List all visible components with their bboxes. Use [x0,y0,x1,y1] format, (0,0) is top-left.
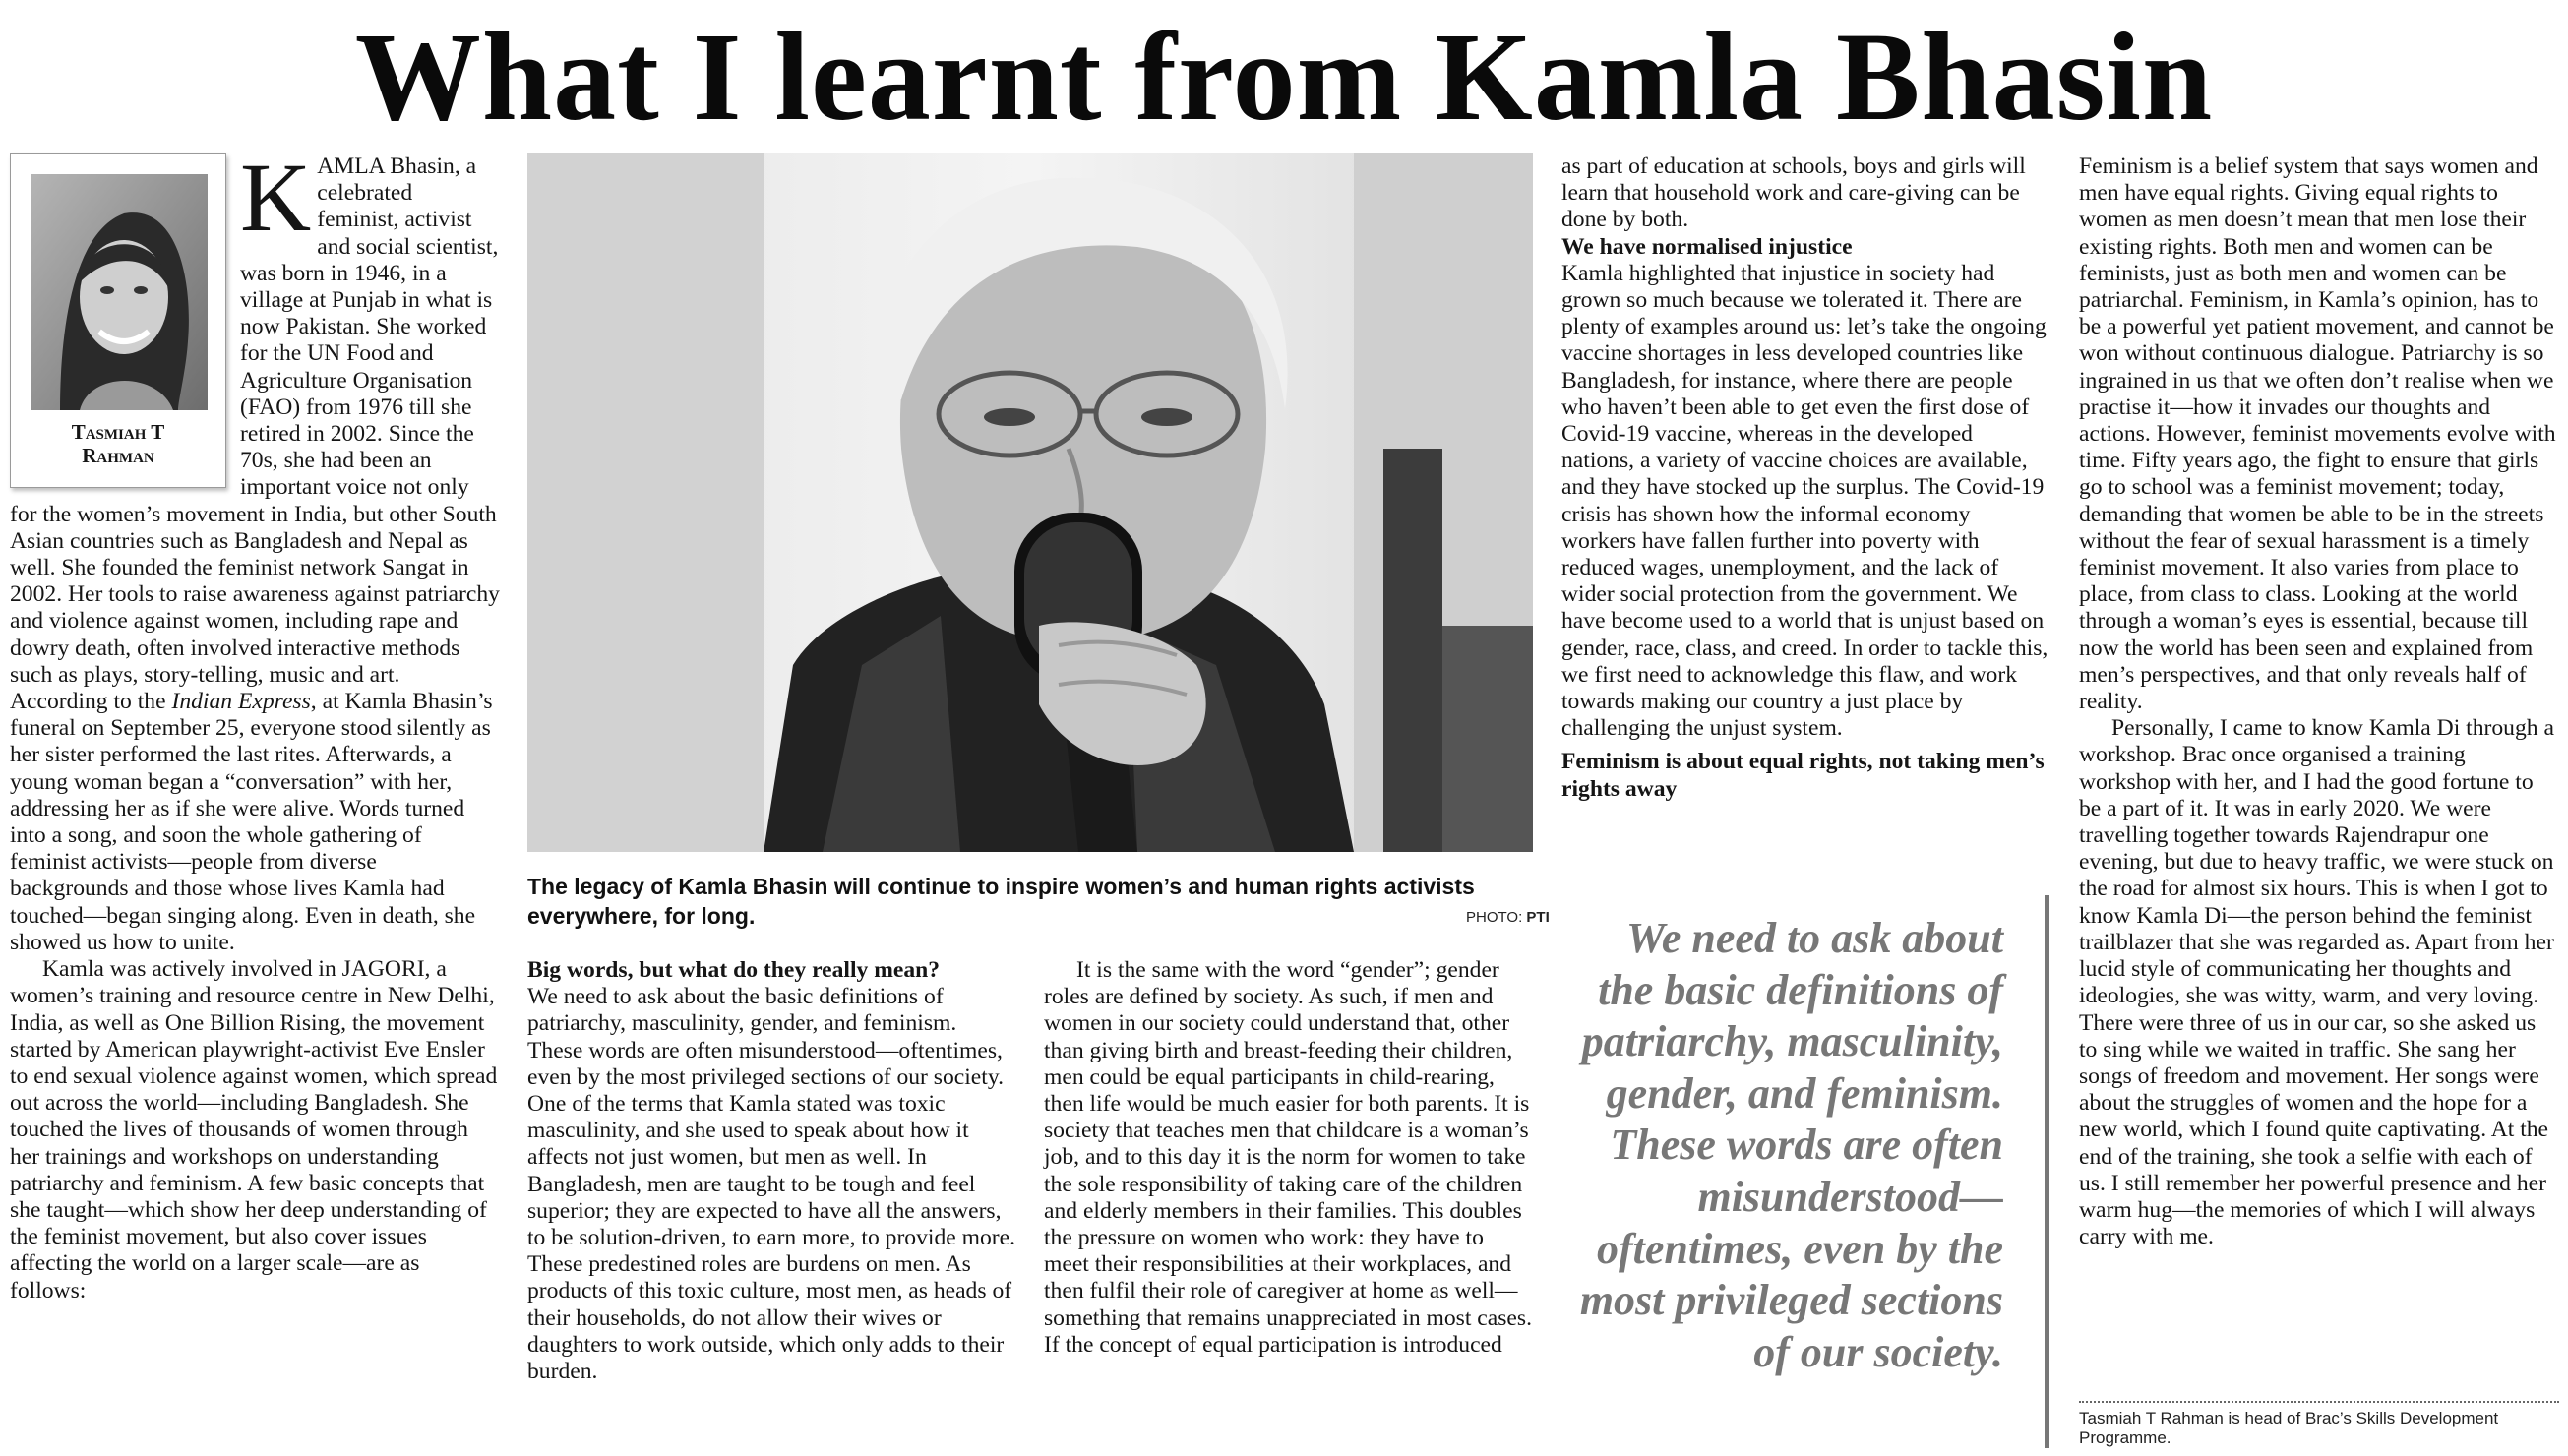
col4-paragraph-1: Kamla highlighted that injustice in society had grown so much because we tolerated it. There are plenty of examples around us: let’s take the ongoing vaccine shortages in less developed countries like Bangladesh, for instance, where there are people who haven’t been able to get even the first dose of Covid-19 vaccine, whereas in the developed nations, a variety of vaccine choices are available, and they have stocked up the surplus. The Covid-19 crisis has shown how the informal economy workers have fallen further into poverty with reduced wages, unemployment, and the lack of wider social protection from the government. We have become used to a world that is unjust based on gender, race, class, and creed. In order to tackle this, we first need to acknowledge this flaw, and work towards making our country a just place by challenging the unjust system. [1561,260,2048,742]
column-1 [10,143,500,1304]
col2-paragraph-1: We need to ask about the basic definitions of patriarchy, masculinity, gender, and feminism. These words are often misunderstood—oftentimes, even by the most privileged sections of our society. One of the terms that Kamla stated was toxic masculinity, and she used to speak about how it affects not just women, but men as well. In Bangladesh, men are taught to be tough and feel superior; they are expected to have all the answers, to be solution-driven, to earn more, to provide more. These predestined roles are burdens on men. As products of this toxic culture, most men, as heads of their households, do not allow their wives or daughters to work outside, which only adds to their burden. [527,984,1015,1385]
author-portrait-icon [31,174,208,410]
col1-paragraph-2: Kamla was actively involved in JAGORI, a women’s training and resource centre in New Delhi, India, as well as One Billion Rising, the movement started by American playwright-activist Eve Ensler to end sexual violence against women, which spread out across the world—including Bangladesh. She touched the lives of thousands of women through her trainings and workshops on understanding patriarchy and feminism. A few basic concepts that she taught—which show her deep understanding of the feminist movement, but also cover issues affecting the world on a larger scale—are as follows: [10,956,498,1304]
subhead-normalised-injustice: We have normalised injustice [1561,233,1853,260]
column-5 [2079,153,2559,1250]
kamla-bhasin-photo-icon [527,153,1533,852]
col1-p1-italic: Indian Express [171,689,311,715]
col1-p1-a: AMLA Bhasin, a celebrated feminist, activist and social scientist, was born in 1946, in a village at Punjab in what is now Pakistan. She worked for the UN Food and Agriculture Organisation (FAO) from 1976 till she retired in 2002. Since the 70s, she had been an important voice not only for the women’s movement in India, but other South Asian countries such as Bangladesh and Nepal as well. She founded the feminist network Sangat in 2002. Her tools to raise awareness against patriarchy and violence against women, including rape and dowry death, often involved interactive methods such as plays, story-telling, music and art. According to the [10,153,500,715]
photo-credit-source: PTI [1526,909,1550,926]
col3-paragraph-1: It is the same with the word “gender”; gender roles are defined by society. As such, if men and women in our society could understand that, other than giving birth and breast-feeding their children, men could be equal participants in child-rearing, then life would be much easier for both parents. It is society that teaches men that childcare is a woman’s job, and to this day it is the norm for women to take the sole responsibility of taking care of the children and elderly members in their families. This doubles the pressure on women who work: they have to meet their responsibilities at their workplaces, and then fulfil their role of caregiver at home as well—something that remains unappreciated in most cases. If the concept of equal participation is introduced [1044,957,1532,1358]
col5-paragraph-1: Feminism is a belief system that says women and men have equal rights. Giving equal rights to women as men doesn’t mean that men lose their existing rights. Both men and women can be feminists, just as both men and women can be patriarchal. Feminism, in Kamla’s opinion, has to be a powerful yet patient movement, and cannot be won without continuous dialogue. Patriarchy is so ingrained in us that we often don’t realise when we practise it—how it invades our thoughts and actions. However, feminist movements evolve with time. Fifty years ago, the fight to ensure that girls go to school was a feminist movement; today, demanding that women be able to be in the streets without the fear of sexual harassment is a timely feminist movement. It also varies from place to place, from class to class. Looking at the world through a woman’s eyes is essential, because till now the world has been seen and explained from men’s perspectives, and that only reveals half of reality. [2079,153,2556,715]
photo-caption: The legacy of Kamla Bhasin will continue to inspire women’s and human rights activists everywhere, for long. [527,874,1475,929]
pull-quote: We need to ask about the basic definitions of patriarchy, masculinity, gender, and feminism. These words are often misunderstood—oftentimes, even by the most privileged sections of our society. [1579,914,2003,1376]
col4-paragraph-0: as part of education at schools, boys and girls will learn that household work and care-giving can be done by both. [1561,153,2026,233]
author-box [10,153,226,488]
author-name-line2: Rahman [82,444,154,467]
author-footnote: Tasmiah T Rahman is head of Brac’s Skills Development Programme. [2079,1409,2499,1447]
pull-quote-rule [2045,895,2049,1448]
footnote-divider [2079,1401,2559,1403]
col5-paragraph-2: Personally, I came to know Kamla Di through a workshop. Brac once organised a training workshop with her, and I had the good fortune to be a part of it. It was in early 2020. We were travelling together towards Rajendrapur one evening, but due to heavy traffic, we were stuck on the road for almost six hours. This is when I got to know Kamla Di—the person behind the feminist trailblazer that she was regarded as. Apart from her lucid style of communicating her thoughts and ideologies, she was witty, warm, and very loving. There were three of us in our car, so she asked us to sing while we waited in traffic. She sang her songs of freedom and movement. Her songs were about the struggles of women and the hope for a new world, which I found quite captivating. At the end of the training, she took a selfie with each of us. I still remember her powerful presence and her warm hug—the memories of which I will always carry with me. [2079,715,2554,1250]
headline: What I learnt from Kamla Bhasin [354,7,2214,147]
author-name [11,420,225,467]
photo-credit [1466,909,1550,926]
photo-credit-label: PHOTO: [1466,909,1523,926]
author-name-line1: Tasmiah T [71,420,165,444]
column-2 [527,957,1015,1385]
col1-p1-b: , at Kamla Bhasin’s funeral on September 25, everyone stood silently as her sister performed the last rites. Afterwards, a young woman began a “conversation” with her, addressing her as if she were alive. Words turned into a song, and soon the whole gathering of feminist activists—people from diverse backgrounds and those whose lives Kamla had touched—began singing along. Even in death, she showed us how to unite. [10,689,493,955]
dropcap: K [240,143,312,252]
subhead-equal-rights: Feminism is about equal rights, not taking men’s rights away [1561,749,2045,802]
column-3 [1044,957,1532,1359]
column-4 [1561,153,2050,803]
subhead-big-words: Big words, but what do they really mean? [527,957,941,983]
